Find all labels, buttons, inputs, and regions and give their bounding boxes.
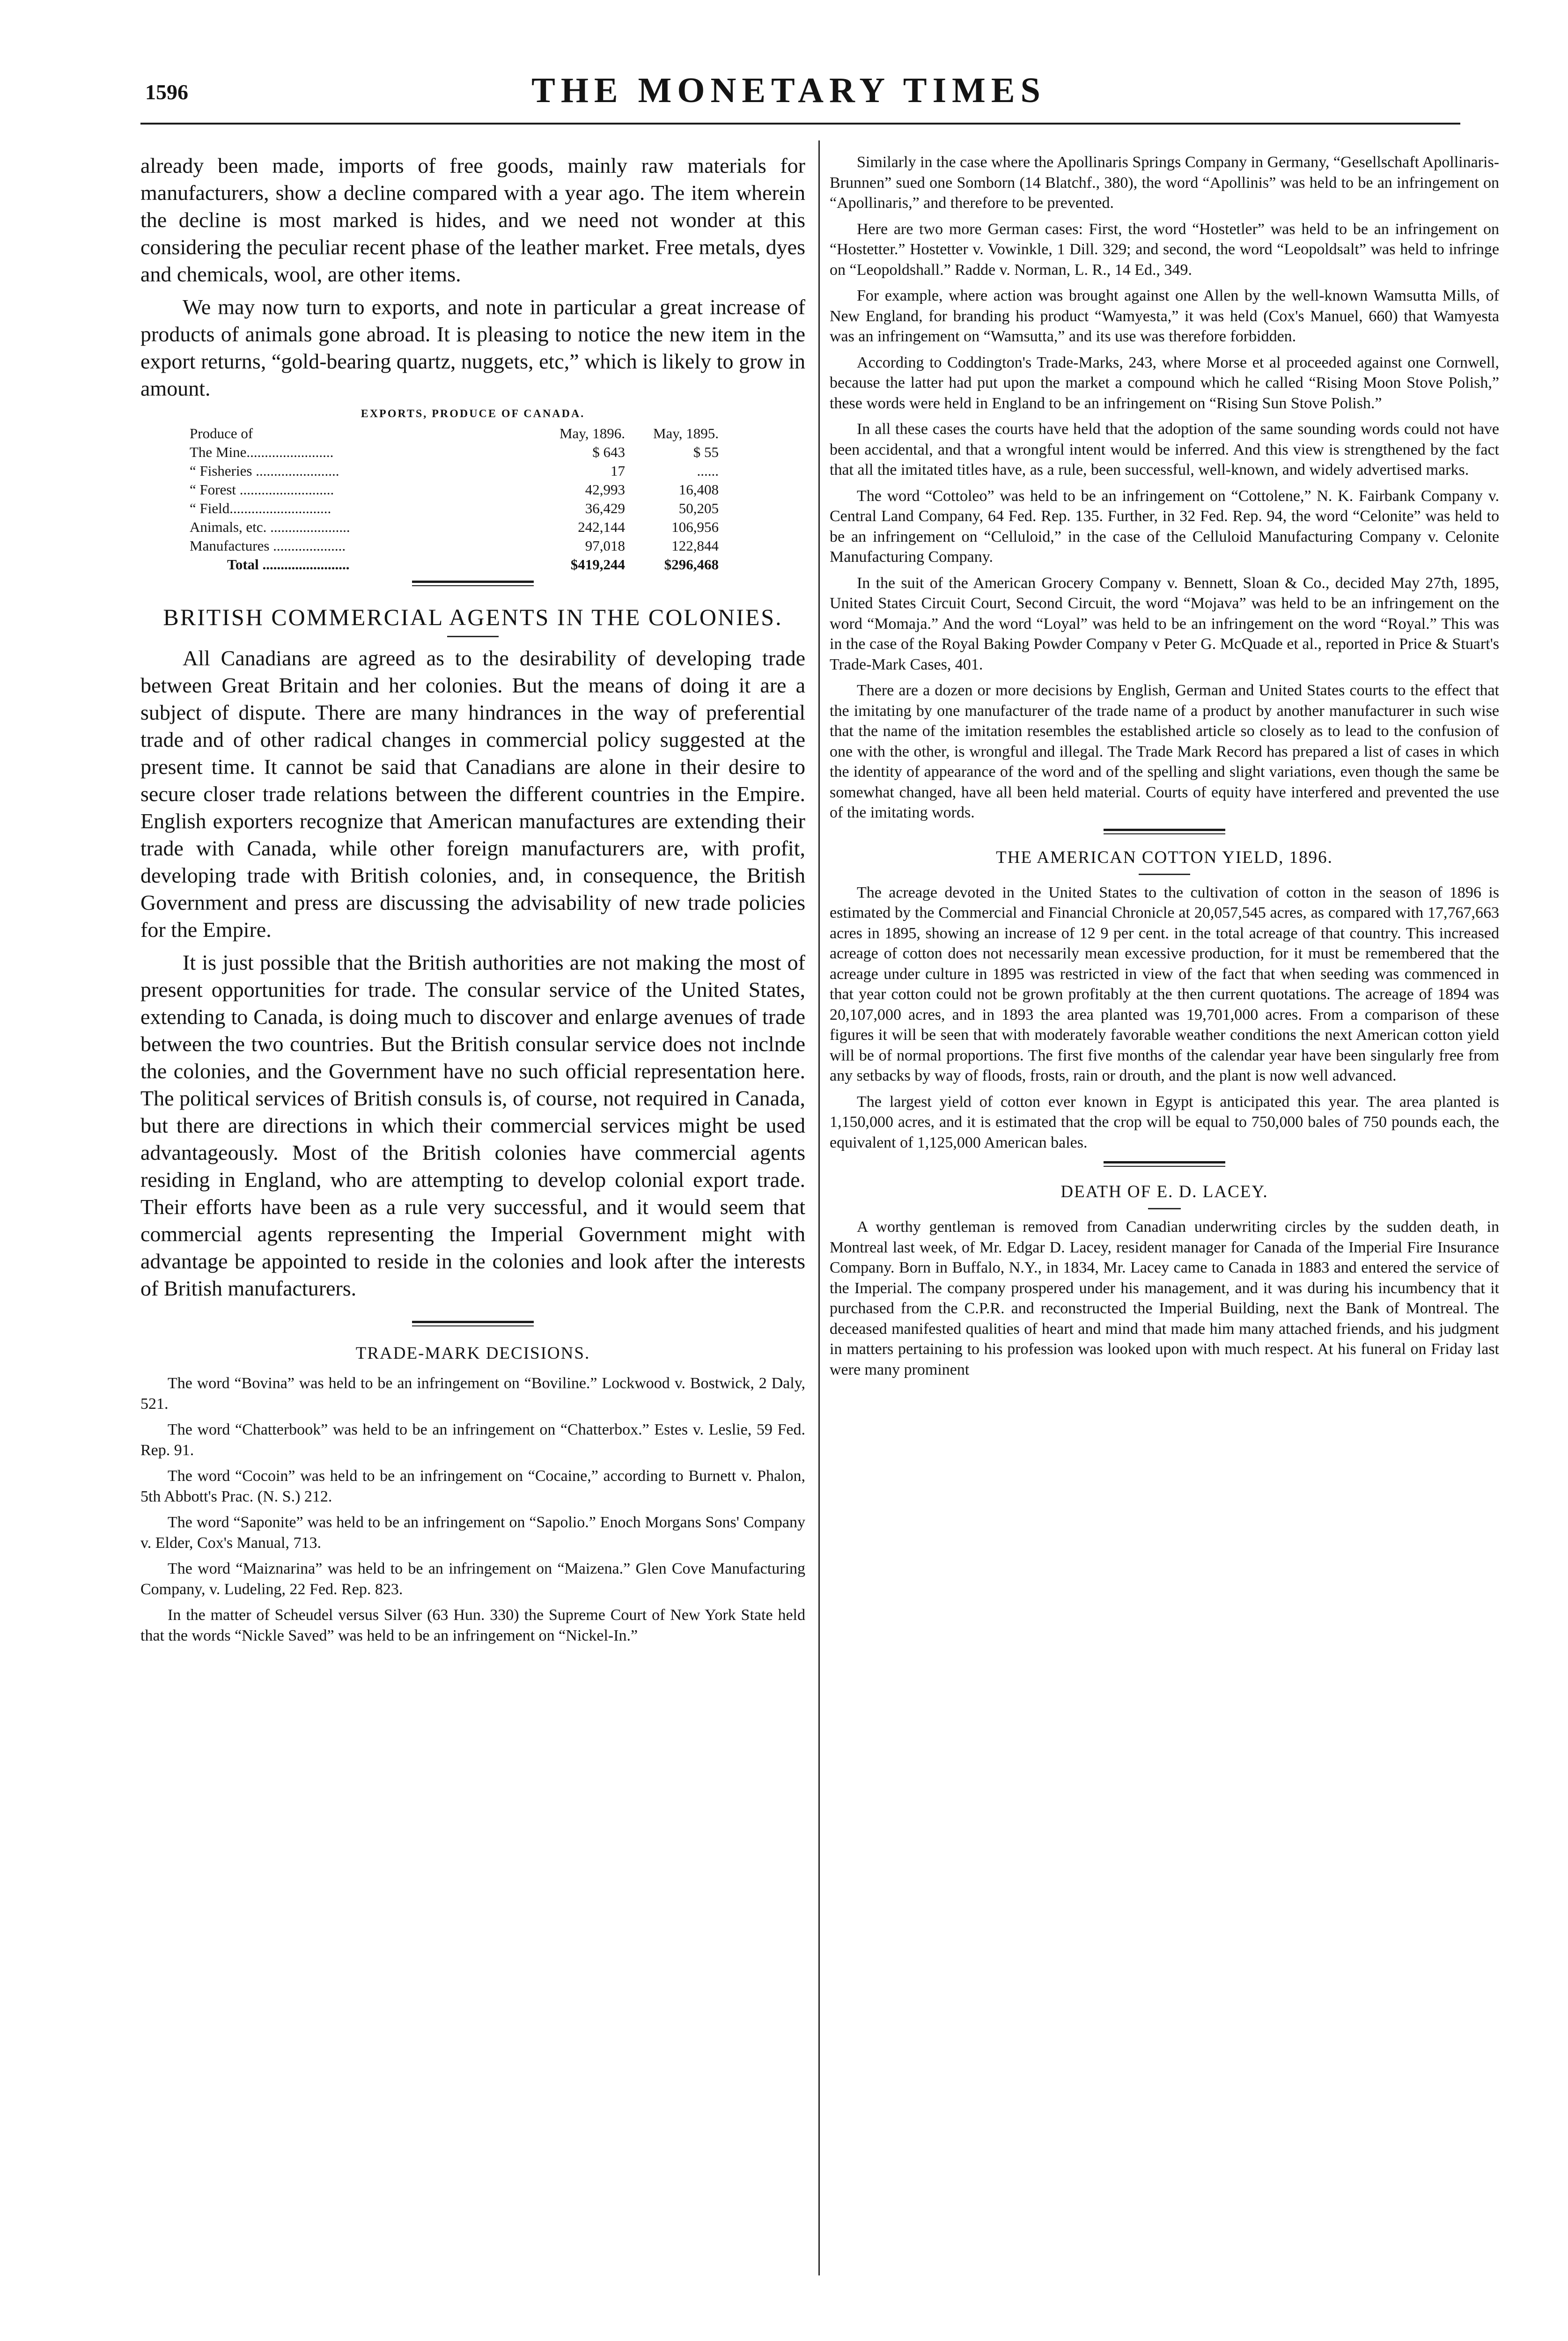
- trademark-article: [140, 1373, 805, 1646]
- table-row: [190, 537, 719, 555]
- row-label: The Mine........................: [190, 444, 334, 460]
- trademark-title: TRADE-MARK DECISIONS.: [355, 1344, 590, 1363]
- cell-1895: 106,956: [671, 519, 719, 535]
- table-row: [190, 518, 719, 537]
- cell-1896: 42,993: [585, 481, 625, 498]
- column-header: Produce of: [190, 425, 253, 442]
- imports-article: [140, 152, 805, 402]
- row-label: Manufactures ....................: [190, 537, 346, 554]
- article-paragraph: The word “Saponite” was held to be an infringement on “Sapolio.” Enoch Morgans Sons' Company v. Elder, Cox's Manual, 713.: [140, 1514, 805, 1552]
- article-paragraph: The word “Bovina” was held to be an infringement on “Boviline.” Lockwood v. Bostwick, 2 Daly, 521.: [140, 1375, 805, 1413]
- article-paragraph: The word “Chatterbook” was held to be an infringement on “Chatterbox.” Estes v. Leslie, 59 Fed. Rep. 91.: [140, 1421, 805, 1459]
- title-rule: [1148, 1208, 1181, 1209]
- table-total-row: [190, 555, 719, 574]
- row-label: “ Fisheries .......................: [190, 463, 339, 479]
- trademark-continued: [830, 152, 1499, 823]
- article-paragraph: In the suit of the American Grocery Company v. Bennett, Sloan & Co., decided May 27th, 1895, United States Circuit Court, Second Circuit, the word “Mojava” was held to be an infringement on the word “Momaja.” And the word “Loyal” was held to be an infringement on the word “Royal.” This was in the case of the Royal Baking Powder Company v Peter G. McQuade et al., reported in Price & Stuart's Trade-Mark Cases, 401.: [830, 574, 1500, 673]
- death-article: [830, 1217, 1499, 1380]
- article-paragraph: There are a dozen or more decisions by English, German and United States courts to the effect that the imitating by one manufacturer of the trade name of a product by another manufacturer in such wise that the name of the imitation resembles the established article so closely as to lead to the confusion of one with the other, is wrongful and illegal. The Trade Mark Record has prepared a list of cases in which the identity of appearance of the word and of the spelling and slight variations, even though the same be somewhat changed, have all been held material. Courts of equity have interfered and prevented the use of the imitating words.: [830, 682, 1499, 821]
- cell-1896: 97,018: [585, 537, 625, 554]
- cotton-title: THE AMERICAN COTTON YIELD, 1896.: [996, 847, 1333, 867]
- article-paragraph: It is just possible that the British authorities are not making the most of present opportunities for trade. The consular service of the United States, extending to Canada, is doing much to discover and enlarge avenues of trade between the two countries. But the British consular service does not inclnde the colonies, and the Government have no such official representation here. The political services of British consuls is, of course, not required in Canada, but there are directions in which their commercial services might be used advantageously. Most of the British colonies have commercial agents residing in England, who are attempting to develop colonial export trade. Their efforts have been as a rule very successful, and it would seem that commercial agents representing the Imperial Government might with advantage be appointed to reside in the colonies and look after the interests of British manufacturers.: [140, 950, 805, 1300]
- row-label: “ Forest ..........................: [190, 481, 334, 498]
- article-paragraph: The word “Maiznarina” was held to be an infringement on “Maizena.” Glen Cove Manufacturing Company, v. Ludeling, 22 Fed. Rep. 823.: [140, 1560, 805, 1598]
- total-label: Total ........................: [227, 556, 350, 573]
- section-divider: [412, 581, 534, 586]
- table-row: [190, 499, 719, 518]
- total-1896: $419,244: [570, 556, 625, 573]
- cell-1895: 50,205: [678, 500, 719, 516]
- article-paragraph: In the matter of Scheudel versus Silver (63 Hun. 330) the Supreme Court of New York State held that the words “Nickle Saved” was held to be an infringement on “Nickel-In.”: [140, 1606, 805, 1644]
- cell-1895: $ 55: [693, 444, 719, 460]
- cotton-article: [830, 883, 1499, 1153]
- article-paragraph: For example, where action was brought against one Allen by the well-known Wamsutta Mills, of New England, for branding his product “Wamyesta,” it was held (Cox's Manuel, 660) that Wamyesta was an infringement on “Wamsutta,” and its use was therefore forbidden.: [830, 287, 1499, 345]
- left-column: [140, 152, 805, 1651]
- article-paragraph: already been made, imports of free goods, mainly raw materials for manufacturers, show a decline compared with a year ago. The item wherein the decline is most marked is hides, and we need not wonder at this considering the peculiar recent phase of the leather market. Free metals, dyes and chemicals, wool, are other items.: [140, 154, 805, 286]
- british-agents-article: [140, 645, 805, 1302]
- cell-1896: 36,429: [585, 500, 625, 516]
- british-agents-title: BRITISH COMMERCIAL AGENTS IN THE COLONIES.: [163, 604, 783, 630]
- cell-1896: $ 643: [592, 444, 625, 460]
- exports-table-title: EXPORTS, PRODUCE OF CANADA.: [361, 408, 585, 420]
- page-header: [145, 70, 1432, 117]
- article-paragraph: In all these cases the courts have held that the adoption of the same sounding words could not have been accidental, and that a wrongful intent would be inferred. And this view is strengthened by the fact that all the imitated titles have, as a rule, been successful, well-known, and widely advertised marks.: [830, 420, 1499, 479]
- article-paragraph: The acreage devoted in the United States to the cultivation of cotton in the season of 1896 is estimated by the Commercial and Financial Chronicle at 20,057,545 acres, as compared with 17,767,663 acres in 1895, showing an increase of 12 9 per cent. in the total acreage of that country. This increased acreage of cotton does not necessarily mean excessive production, for it must be remembered that the acreage under culture in 1895 was restricted in view of the fact that when seeding was commenced in that year cotton could not be grown profitably at the then current quotations. The acreage of 1894 was 20,107,000 acres, and in 1893 the area planted was 19,701,000 acres. From a comparison of these figures it will be seen that with moderately favorable weather conditions the next American cotton yield will be of normal proportions. The first five months of the calendar year have been singularly free from any setbacks by way of floods, frosts, rain or drouth, and the plant is now well advanced.: [830, 883, 1499, 1084]
- article-paragraph: The largest yield of cotton ever known in Egypt is anticipated this year. The area planted is 1,150,000 acres, and it is estimated that the crop will be equal to 750,000 bales of 750 pounds each, the equivalent of 1,125,000 American bales.: [830, 1093, 1499, 1151]
- header-rule: [140, 123, 1460, 125]
- cell-1896: 242,144: [578, 519, 625, 535]
- exports-table: [190, 424, 719, 574]
- table-row: [190, 443, 719, 462]
- cell-1895: ......: [697, 463, 719, 479]
- row-label: “ Field............................: [190, 500, 331, 516]
- death-title: DEATH OF E. D. LACEY.: [1060, 1182, 1268, 1201]
- section-divider: [1104, 829, 1225, 834]
- article-paragraph: Similarly in the case where the Apollinaris Springs Company in Germany, “Gesellschaft Apollinaris-Brunnen” sued one Somborn (14 Blatchf., 380), the word “Apollinis” was held to be an infringement on “Apollinaris,” and therefore to be prevented.: [830, 154, 1499, 212]
- article-paragraph: All Canadians are agreed as to the desirability of developing trade between Great Britain and her colonies. But the means of doing it are a subject of dispute. There are many hindrances in the way of preferential trade and of other radical changes in commercial policy suggested at the present time. It cannot be said that Canadians are alone in their desire to secure closer trade relations between the different countries in the Empire. English exporters recognize that American manufactures are extending their trade with Canada, while other foreign manufacturers are, with profit, developing trade with British colonies, and, in consequence, the British Government and press are discussing the advisability of new trade policies for the Empire.: [140, 646, 805, 942]
- title-rule: [1139, 874, 1190, 875]
- page-number: 1596: [145, 80, 188, 104]
- table-row: [190, 480, 719, 499]
- column-divider: [818, 140, 820, 2275]
- cell-1895: 122,844: [671, 537, 719, 554]
- journal-title: THE MONETARY TIMES: [531, 71, 1046, 110]
- article-paragraph: The word “Cottoleo” was held to be an infringement on “Cottolene,” N. K. Fairbank Company v. Central Land Company, 64 Fed. Rep. 135. Further, in 32 Fed. Rep. 94, the word “Celonite” was held to be an infringement on “Celluloid,” in the case of the Celluloid Manufacturing Company v. Celonite Manufacturing Company.: [830, 487, 1499, 566]
- cell-1895: 16,408: [678, 481, 719, 498]
- row-label: Animals, etc. ......................: [190, 519, 350, 535]
- column-header: May, 1895.: [653, 425, 719, 442]
- column-header: May, 1896.: [559, 425, 625, 442]
- section-divider: [1104, 1161, 1225, 1167]
- total-1895: $296,468: [664, 556, 719, 573]
- cell-1896: 17: [611, 463, 625, 479]
- article-paragraph: Here are two more German cases: First, the word “Hostetler” was held to be an infringement on “Hostetter.” Hostetter v. Vowinkle, 1 Dill. 329; and second, the word “Leopoldsalt” was held to infringe on “Leopoldshall.” Radde v. Norman, L. R., 14 Ed., 349.: [830, 220, 1499, 279]
- article-paragraph: According to Coddington's Trade-Marks, 243, where Morse et al proceeded against one Cornwell, because the latter had put upon the market a compound which he called “Rising Moon Stove Polish,” these words were held in England to be an infringement on “Rising Sun Stove Polish.”: [830, 353, 1499, 412]
- article-paragraph: We may now turn to exports, and note in particular a great increase of products of animals gone abroad. It is pleasing to notice the new item in the export returns, “gold-bearing quartz, nuggets, etc,” which is likely to grow in amount.: [140, 295, 805, 400]
- article-paragraph: A worthy gentleman is removed from Canadian underwriting circles by the sudden death, in Montreal last week, of Mr. Edgar D. Lacey, resident manager for Canada of the Imperial Fire Insurance Company. Born in Buffalo, N.Y., in 1834, Mr. Lacey came to Canada in 1883 and entered the service of the Imperial. The company prospered under his management, and it was during his incumbency that it purchased from the C.P.R. and reconstructed the Imperial Building, next the Bank of Montreal. The deceased manifested qualities of heart and mind that made him many attached friends, and his judgment in matters pertaining to his profession was looked upon with much respect. At his funeral on Friday last were many prominent: [830, 1218, 1499, 1378]
- section-divider: [412, 1321, 534, 1326]
- table-row: [190, 462, 719, 480]
- table-header-row: [190, 424, 719, 443]
- right-column: [830, 152, 1499, 1385]
- article-paragraph: The word “Cocoin” was held to be an infringement on “Cocaine,” according to Burnett v. Phalon, 5th Abbott's Prac. (N. S.) 212.: [140, 1467, 805, 1505]
- title-rule: [447, 636, 499, 637]
